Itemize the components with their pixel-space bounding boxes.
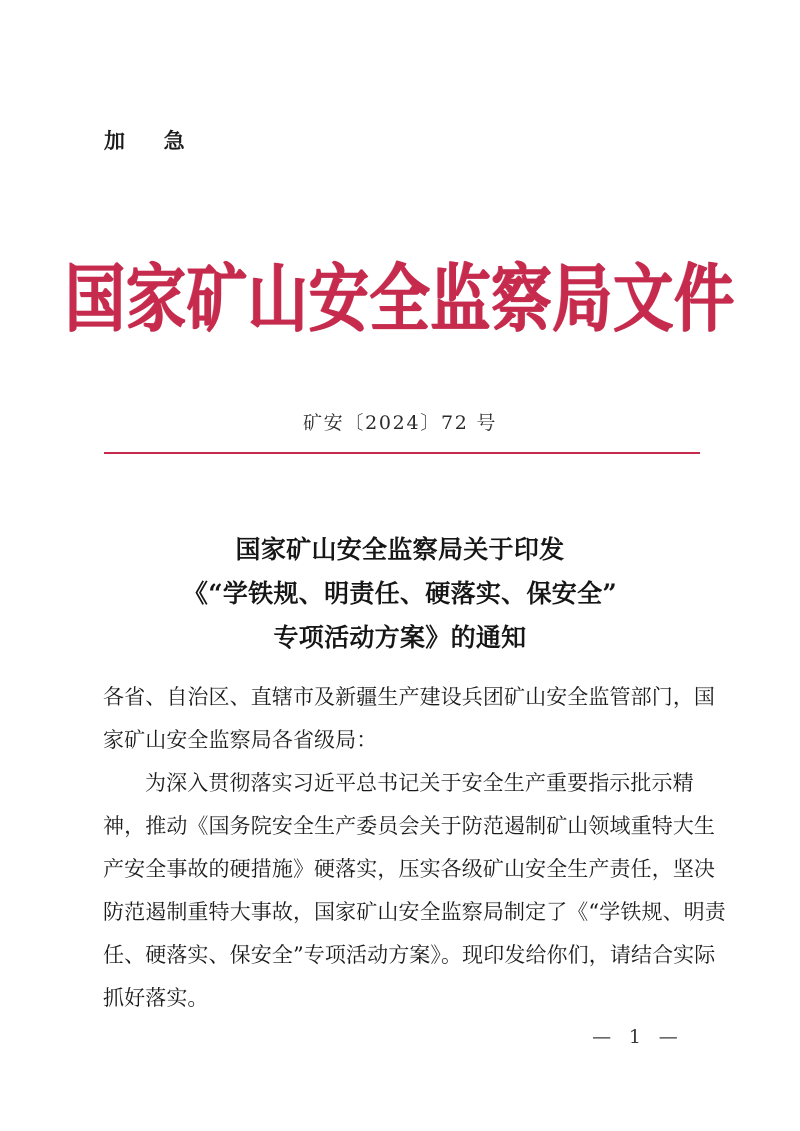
headline-line-3: 专项活动方案》的通知 bbox=[273, 623, 527, 652]
headline-line-2: 《“学铁规、明责任、硬落实、保安全” bbox=[182, 579, 618, 608]
headline-line-1: 国家矿山安全监察局关于印发 bbox=[235, 535, 565, 564]
document-headline bbox=[0, 528, 800, 660]
body-line-1: 为深入贯彻落实习近平总书记关于安全生产重要指示批示精 bbox=[145, 771, 694, 795]
red-separator-rule bbox=[104, 452, 700, 454]
recipient-line-1: 各省、自治区、直辖市及新疆生产建设兵团矿山安全监管部门，国 bbox=[103, 685, 716, 709]
document-body bbox=[103, 676, 726, 1020]
body-line-5: 任、硬落实、保安全”专项活动方案》。现印发给你们，请结合实际 bbox=[103, 943, 716, 967]
masthead bbox=[0, 252, 800, 343]
masthead-title: 国家矿山安全监察局文件 bbox=[65, 256, 735, 343]
document-number: 矿安〔2024〕72 号 bbox=[302, 412, 498, 434]
urgency-mark: 加 急 bbox=[104, 129, 194, 153]
body-line-6: 抓好落实。 bbox=[103, 986, 209, 1010]
body-line-2: 神，推动《国务院安全生产委员会关于防范遏制矿山领域重特大生 bbox=[103, 814, 716, 838]
page-footer bbox=[0, 998, 800, 1076]
recipient-line-2: 家矿山安全监察局各省级局： bbox=[103, 728, 378, 752]
body-line-4: 防范遏制重特大事故，国家矿山安全监察局制定了《“学铁规、明责 bbox=[103, 900, 726, 924]
body-line-3: 产安全事故的硬措施》硬落实，压实各级矿山安全生产责任，坚决 bbox=[103, 857, 716, 881]
page-number: — 1 — bbox=[592, 1026, 680, 1048]
